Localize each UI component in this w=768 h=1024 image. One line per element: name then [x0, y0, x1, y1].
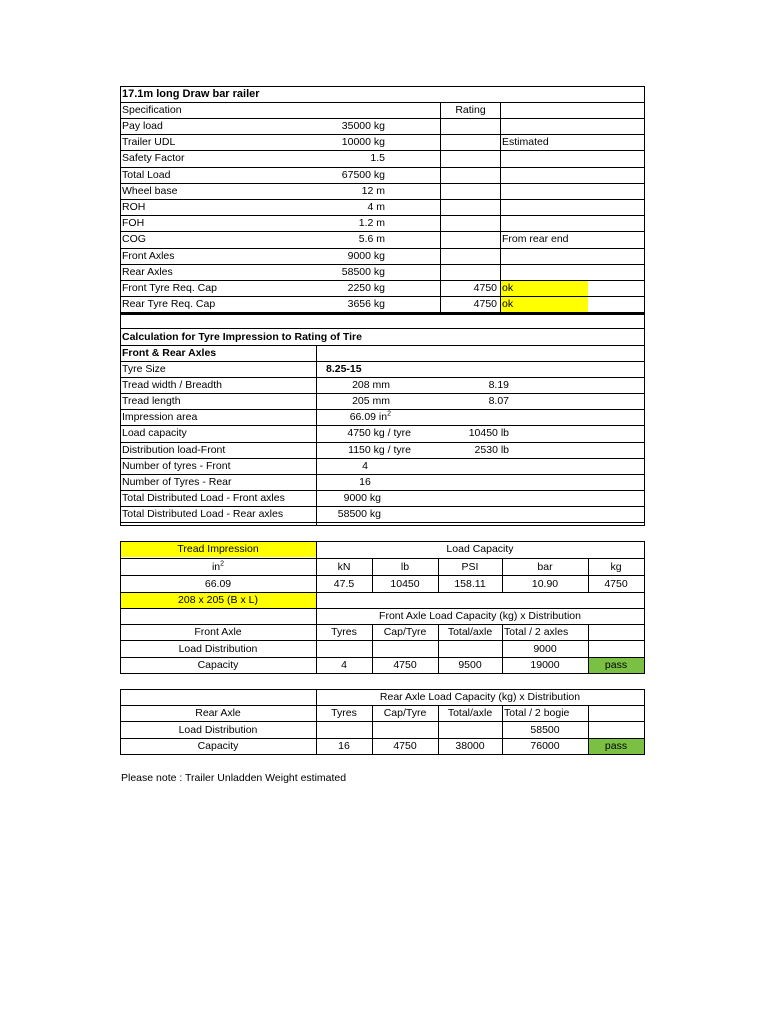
- grid-line: [120, 705, 645, 706]
- load-capacity-header: Load Capacity: [446, 543, 514, 555]
- calc-row-value: 4750 kg / tyre: [347, 427, 411, 440]
- tread-value: 66.09: [204, 578, 232, 590]
- grid-line: [120, 328, 645, 329]
- spec-row-note: [500, 264, 588, 280]
- calc-row: [120, 425, 644, 441]
- rear-axle-cap-tyre: 4750: [393, 740, 417, 752]
- calc-title: Calculation for Tyre Impression to Rating of Tire: [122, 331, 362, 343]
- rear-axle-row-label: Load Distribution: [178, 723, 258, 736]
- spec-row-value: 12 m: [361, 184, 385, 197]
- spec-row: [120, 264, 644, 280]
- grid-line: [316, 541, 317, 673]
- grid-line: [644, 541, 645, 673]
- tread-dims-row: [120, 592, 644, 608]
- spec-row-label: FOH: [122, 217, 145, 230]
- grid-line: [120, 442, 645, 443]
- rear-axle-header-row: [120, 689, 644, 705]
- spec-row-value: 35000 kg: [341, 120, 385, 132]
- grid-line: [588, 624, 589, 673]
- rear-axle-cap-tyre: Cap/Tyre: [383, 707, 427, 719]
- front-axle-row: [120, 657, 644, 673]
- spec-row-value: 9000 kg: [347, 249, 385, 262]
- grid-line: [120, 280, 645, 281]
- lc-value-kn: 47.5: [333, 578, 355, 590]
- spec-row-rating: [441, 215, 500, 231]
- calc-row-value: 8.25-15: [326, 363, 362, 375]
- spec-row-note: [500, 167, 588, 183]
- calc-row-label: Number of tyres - Front: [122, 459, 231, 472]
- tread-dims: 208 x 205 (B x L): [120, 592, 316, 608]
- grid-line: [120, 541, 645, 542]
- calc-row-extra: 8.19: [488, 379, 509, 392]
- grid-line: [120, 215, 645, 216]
- calc-row-value: 4: [362, 459, 368, 472]
- front-axle-row-label: Capacity: [197, 659, 239, 671]
- rear-axle-row: [120, 705, 644, 721]
- spec-row-label: Rear Tyre Req. Cap: [122, 298, 216, 311]
- rear-axle-header: Rear Axle Load Capacity (kg) x Distribution: [379, 691, 581, 703]
- grid-line: [120, 134, 645, 135]
- impression-area-sup: 2: [387, 410, 391, 418]
- spec-row: [120, 134, 644, 150]
- spec-row: [120, 167, 644, 183]
- spec-row-rating: [441, 264, 500, 280]
- footnote: Please note : Trailer Unladden Weight estimated: [121, 772, 347, 784]
- grid-line: [372, 624, 373, 673]
- grid-line: [120, 657, 645, 658]
- spec-row-label: Total Load: [122, 168, 171, 181]
- grid-line: [120, 458, 645, 459]
- front-axle-row: [120, 624, 644, 640]
- spec-row-rating: [441, 199, 500, 215]
- grid-line: [120, 721, 645, 722]
- spec-row-value: 1.5: [370, 152, 385, 165]
- calc-row-value: 9000 kg: [343, 491, 381, 504]
- calc-row: [120, 474, 644, 490]
- spec-row-note: [500, 150, 588, 166]
- grid-line: [120, 522, 645, 523]
- lc-value-bar: 10.90: [531, 578, 559, 590]
- spec-row-label: Pay load: [122, 120, 163, 132]
- spec-row-label: Trailer UDL: [122, 136, 176, 149]
- grid-line: [120, 738, 645, 739]
- front-axle-status: pass: [588, 657, 644, 673]
- front-axle-tyres: Tyres: [331, 626, 357, 638]
- calc-row-extra: 2530 lb: [474, 443, 509, 456]
- grid-line: [120, 525, 645, 526]
- rear-axle-row: [120, 722, 644, 738]
- spec-row-note: ok: [500, 280, 588, 296]
- front-axle-header-row: [120, 608, 644, 624]
- calc-row-label: Tread width / Breadth: [122, 379, 222, 392]
- grid-line: [120, 689, 121, 754]
- grid-line: [502, 705, 503, 754]
- grid-line: [120, 231, 645, 232]
- spec-row: [120, 183, 644, 199]
- rear-axle-total-axle: [438, 722, 502, 738]
- rear-axle-total: Total / 2 bogie: [504, 707, 570, 719]
- grid-line: [316, 689, 317, 754]
- grid-line: [120, 490, 645, 491]
- grid-line: [120, 624, 645, 625]
- lc-value-psi: 158.11: [454, 578, 486, 590]
- lc-value-kg: 4750: [604, 578, 628, 590]
- calc-row: [120, 361, 644, 377]
- grid-line: [588, 705, 589, 754]
- spec-row-note: Estimated: [502, 136, 549, 149]
- spec-row: [120, 296, 644, 312]
- calc-subtitle: Front & Rear Axles: [122, 347, 217, 359]
- calc-row-label: Total Distributed Load - Rear axles: [122, 507, 284, 520]
- calc-row-value: 1150 kg / tyre: [348, 443, 411, 456]
- spec-row-value: 2250 kg: [347, 282, 385, 294]
- spec-row-rating: [441, 167, 500, 183]
- front-axle-tyres: 4: [341, 659, 347, 671]
- rear-axle-tyres: [316, 722, 372, 738]
- tread-unit: $in^2$: [211, 560, 225, 573]
- front-axle-total: Total / 2 axles: [504, 626, 569, 638]
- calc-row: [120, 458, 644, 474]
- spec-row: [120, 199, 644, 215]
- spec-row-value: 67500 kg: [341, 168, 385, 181]
- grid-line: [120, 689, 645, 690]
- grid-line: [438, 705, 439, 754]
- front-axle-cap-tyre: Cap/Tyre: [383, 626, 427, 638]
- lc-unit-lb: lb: [400, 561, 410, 573]
- rear-axle-cap-tyre: [372, 722, 438, 738]
- grid-line: [316, 345, 317, 525]
- spec-row-rating: [441, 150, 500, 166]
- grid-line: [120, 313, 645, 315]
- calc-row-label: Load capacity: [122, 427, 187, 440]
- spec-title-row: [120, 86, 644, 103]
- grid-line: [120, 608, 645, 609]
- grid-line: [120, 592, 645, 593]
- spec-row-label: Wheel base: [122, 184, 178, 197]
- grid-line: [644, 689, 645, 754]
- grid-line: [120, 377, 645, 378]
- spec-row-label: Safety Factor: [122, 152, 185, 165]
- grid-line: [120, 541, 121, 673]
- grid-line: [120, 199, 645, 200]
- spec-row-label: Front Tyre Req. Cap: [122, 282, 217, 294]
- grid-line: [120, 558, 645, 559]
- spec-row-rating: [441, 248, 500, 264]
- calc-row-extra: 10450 lb: [468, 427, 509, 440]
- spec-row: [120, 215, 644, 231]
- calc-row: [120, 490, 644, 506]
- lc-unit-psi: PSI: [461, 561, 479, 573]
- grid-line: [588, 558, 589, 592]
- grid-line: [120, 248, 645, 249]
- spec-row-rating: [441, 231, 500, 247]
- spec-row-rating: 4750: [473, 282, 497, 294]
- front-axle-total: 9000: [533, 642, 557, 655]
- calc-row-value: 208 mm: [352, 379, 390, 392]
- impression-area-value: 66.09 in: [349, 411, 388, 424]
- front-axle-cap-tyre: [372, 641, 438, 657]
- calc-row-label: Total Distributed Load - Front axles: [122, 491, 285, 504]
- grid-line: [120, 264, 645, 265]
- grid-line: [120, 409, 645, 410]
- front-axle-total-axle: 9500: [458, 659, 482, 671]
- rear-axle-total-axle: Total/axle: [447, 707, 493, 719]
- tread-values-row: [120, 576, 644, 592]
- spec-row-note: [500, 215, 588, 231]
- spec-header-row: [120, 102, 644, 118]
- grid-line: [120, 345, 645, 346]
- grid-line: [120, 640, 645, 641]
- front-axle-header: Front Axle Load Capacity (kg) x Distribution: [379, 610, 581, 622]
- spec-row-value: 4 m: [367, 201, 385, 213]
- grid-line: [120, 393, 645, 394]
- grid-line: [120, 167, 645, 168]
- grid-line: [120, 183, 645, 184]
- spec-row-value: 58500 kg: [341, 265, 385, 278]
- grid-line: [120, 296, 645, 297]
- rear-axle-row-label: Capacity: [197, 740, 239, 752]
- front-axle-status: [588, 641, 644, 657]
- spec-row-note: [500, 248, 588, 264]
- grid-line: [438, 624, 439, 673]
- grid-line: [120, 328, 121, 525]
- rear-axle-total: 58500: [530, 723, 560, 736]
- calc-row-value: 205 mm: [352, 395, 390, 408]
- grid-line: [372, 558, 373, 592]
- calc-row: [120, 506, 644, 522]
- grid-line: [120, 425, 645, 426]
- spec-row-rating: [441, 118, 500, 134]
- rear-axle-status: [588, 705, 644, 721]
- front-axle-status: [588, 624, 644, 640]
- spec-row-note: [500, 199, 588, 215]
- calc-row-label: Impression area: [122, 411, 198, 424]
- grid-line: [438, 558, 439, 592]
- front-axle-row-label: Load Distribution: [178, 642, 258, 655]
- grid-line: [120, 361, 645, 362]
- front-axle-cap-tyre: 4750: [393, 659, 417, 671]
- spec-row-label: Rear Axles: [122, 265, 173, 278]
- spec-row: [120, 248, 644, 264]
- calc-row: [120, 442, 644, 458]
- calc-title-row: [120, 329, 644, 345]
- grid-line: [644, 328, 645, 525]
- spec-row-rating: [441, 134, 500, 150]
- front-axle-total-axle: Total/axle: [447, 626, 493, 638]
- spec-row-value: 1.2 m: [358, 217, 385, 230]
- spec-row-label: ROH: [122, 201, 146, 213]
- calc-row-label: Number of Tyres - Rear: [122, 475, 232, 488]
- lc-unit-kn: kN: [337, 561, 351, 573]
- grid-line: [120, 118, 645, 119]
- calc-row: [120, 377, 644, 393]
- spec-row-value: 3656 kg: [347, 298, 385, 311]
- calc-row-value: 16: [359, 475, 371, 488]
- grid-line: [120, 673, 645, 674]
- calc-row-extra: 8.07: [488, 395, 509, 408]
- calc-row-label: Tyre Size: [122, 363, 166, 375]
- grid-line: [120, 150, 645, 151]
- grid-line: [120, 575, 645, 576]
- calc-row-value: 58500 kg: [337, 507, 381, 520]
- grid-line: [502, 558, 503, 592]
- spec-row-note: ok: [500, 296, 588, 312]
- grid-line: [120, 474, 645, 475]
- spec-row-label: COG: [122, 233, 146, 246]
- lc-value-lb: 10450: [390, 578, 420, 590]
- rear-axle-total-axle: 38000: [455, 740, 485, 752]
- grid-line: [120, 754, 645, 755]
- rear-axle-status: pass: [588, 738, 644, 754]
- rear-axle-status: [588, 722, 644, 738]
- spec-row: [120, 118, 644, 134]
- spec-row: [120, 280, 644, 296]
- spec-row-note: [500, 118, 588, 134]
- grid-line: [502, 624, 503, 673]
- calc-row: [120, 393, 644, 409]
- calc-row-label: Tread length: [122, 395, 181, 408]
- spec-header-label: Specification: [122, 104, 182, 116]
- rear-axle-row: [120, 738, 644, 754]
- spec-row-value: 5.6 m: [358, 233, 385, 246]
- grid-line: [500, 102, 501, 313]
- front-axle-total: 19000: [530, 659, 560, 671]
- grid-line: [372, 705, 373, 754]
- rear-axle-total: 76000: [530, 740, 560, 752]
- calc-row-label: Distribution load-Front: [122, 443, 226, 456]
- spec-row-rating: [441, 183, 500, 199]
- calc-row: [120, 409, 644, 425]
- front-axle-total-axle: [438, 641, 502, 657]
- front-axle-row: [120, 641, 644, 657]
- rear-axle-row-label: Rear Axle: [195, 707, 241, 719]
- front-axle-tyres: [316, 641, 372, 657]
- grid-line: [440, 102, 441, 313]
- calc-row-value: [316, 409, 394, 425]
- lc-unit-kg: kg: [610, 561, 622, 573]
- lc-unit-bar: bar: [537, 561, 553, 573]
- spec-row: [120, 231, 644, 247]
- spec-title: 17.1m long Draw bar railer: [122, 88, 260, 100]
- calc-subtitle-row: [120, 345, 644, 361]
- tread-units-row: [120, 559, 644, 575]
- spec-row-note: [500, 183, 588, 199]
- tread-impression-header: Tread Impression: [120, 541, 316, 557]
- spec-row-label: Front Axles: [122, 249, 175, 262]
- tread-header-row: [120, 541, 644, 557]
- spec-row-note: From rear end: [502, 233, 569, 246]
- rear-axle-tyres: 16: [338, 740, 350, 752]
- rear-axle-tyres: Tyres: [331, 707, 357, 719]
- grid-line: [120, 506, 645, 507]
- spec-row-value: 10000 kg: [341, 136, 385, 149]
- front-axle-row-label: Front Axle: [194, 626, 242, 638]
- spec-header-rating: Rating: [455, 104, 486, 116]
- spec-row: [120, 150, 644, 166]
- spec-row-rating: 4750: [473, 298, 497, 311]
